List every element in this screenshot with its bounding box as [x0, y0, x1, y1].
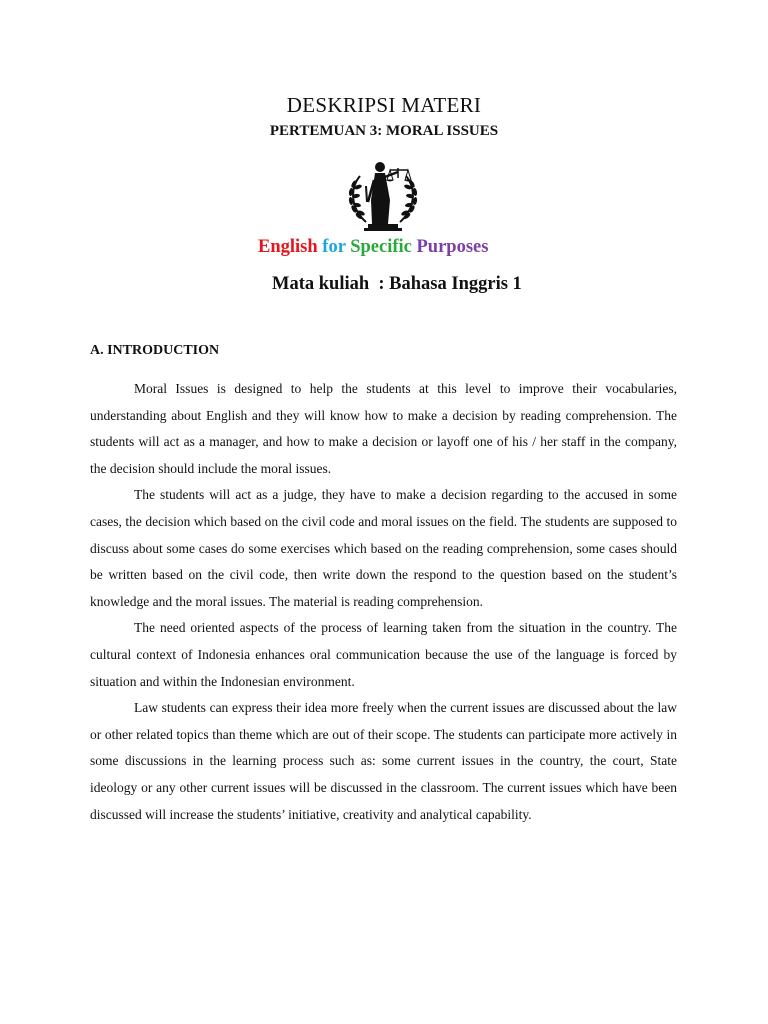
document-title: DESKRIPSI MATERI — [286, 93, 482, 117]
paragraph: The need oriented aspects of the process of learning taken from the situation in the country. The cultural context of Indonesia enhances oral communication because the use of the language is forced by situation and within the Indonesian environment. — [90, 620, 677, 689]
section-heading: A. INTRODUCTION — [90, 343, 220, 358]
lady-justice-emblem-icon — [338, 158, 428, 234]
tagline-word-for: for — [322, 237, 346, 257]
course-line: Mata kuliah : Bahasa Inggris 1 — [272, 274, 522, 294]
tagline-word-english: English — [258, 237, 318, 257]
english-for-specific-purposes-tagline — [258, 235, 488, 259]
tagline-word-specific: Specific — [350, 237, 412, 257]
paragraph: Moral Issues is designed to help the students at this level to improve their vocabularies, understanding about English and they will know how to make a decision by reading comprehension. The students will act as a manager, and how to make a decision or layoff one of his / her staff in the company, the decision should include the moral issues. — [90, 381, 677, 476]
paragraph: The students will act as a judge, they have to make a decision regarding to the accused in some cases, the decision which based on the civil code and moral issues on the field. The students are supposed to discuss about some cases do some exercises which based on the reading comprehension, some cases should be written based on the civil code, then write down the respond to the question based on the student’s knowledge and the moral issues. The material is reading comprehension. — [90, 487, 677, 609]
paragraph: Law students can express their idea more freely when the current issues are discussed about the law or other related topics than theme which are out of their scope. The students can participate more actively in some discussions in the learning process such as: some current issues in the country, the court, State ideology or any other current issues will be discussed in the classroom. The current issues which have been discussed will increase the students’ initiative, creativity and analytical capability. — [90, 700, 677, 822]
tagline-word-purposes: Purposes — [416, 237, 489, 257]
body-text — [90, 376, 677, 828]
document-subtitle: PERTEMUAN 3: MORAL ISSUES — [269, 123, 499, 139]
